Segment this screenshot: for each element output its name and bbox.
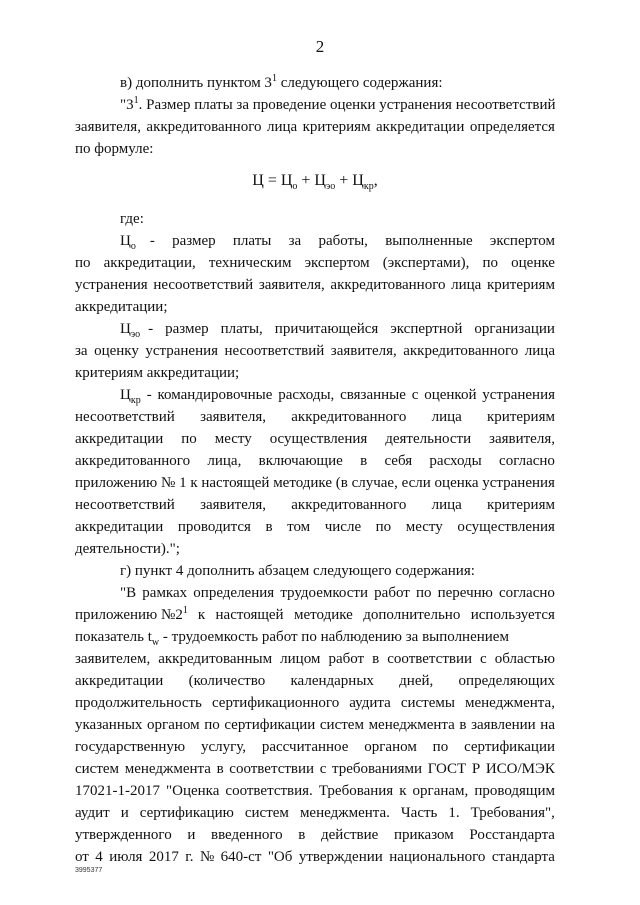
paragraph-line bbox=[75, 384, 555, 406]
document-code: 3995377 bbox=[75, 867, 103, 874]
word: Часть bbox=[400, 805, 438, 821]
word: систем bbox=[75, 761, 120, 777]
word: сертификацию bbox=[139, 805, 234, 821]
word: от bbox=[75, 849, 89, 865]
word: причитающейся bbox=[274, 321, 379, 337]
word: (в bbox=[335, 475, 348, 491]
word: заявителя, bbox=[258, 277, 325, 293]
word: настоящей bbox=[201, 475, 270, 491]
word: по bbox=[375, 519, 392, 535]
word: ГОСТ bbox=[427, 761, 467, 777]
formula-text: + Ц bbox=[297, 172, 326, 189]
paragraph-line bbox=[75, 692, 555, 714]
word: аудит bbox=[75, 805, 110, 821]
word: менеджмента bbox=[368, 717, 455, 733]
word: сертификации bbox=[224, 717, 316, 733]
word: дополнительно bbox=[363, 607, 461, 623]
where-label: где: bbox=[120, 211, 144, 227]
word: за bbox=[75, 343, 88, 359]
word: расходы bbox=[429, 453, 482, 469]
paragraph-line bbox=[75, 736, 555, 758]
word: календарных bbox=[290, 673, 374, 689]
word: критериям bbox=[487, 497, 555, 513]
word: методике bbox=[273, 475, 332, 491]
word: в bbox=[298, 827, 306, 843]
word: - bbox=[146, 387, 152, 403]
subscript: w bbox=[151, 637, 160, 648]
word: согласно bbox=[499, 453, 555, 469]
paragraph-line bbox=[75, 230, 555, 252]
word: менеджмента bbox=[124, 761, 211, 777]
word: № bbox=[199, 849, 215, 865]
paragraph-line bbox=[75, 802, 555, 824]
paragraph-line bbox=[75, 494, 555, 516]
word: устранения bbox=[145, 343, 219, 359]
word: устранения bbox=[482, 387, 555, 403]
word: определения bbox=[193, 585, 275, 601]
word: аудита bbox=[349, 695, 391, 711]
superscript: 1 bbox=[271, 73, 277, 84]
word: критериям bbox=[487, 409, 555, 425]
word: аккредитации bbox=[75, 431, 164, 447]
word: государственную bbox=[75, 739, 186, 755]
paragraph-line bbox=[75, 252, 555, 274]
word: несоответствий bbox=[75, 497, 175, 513]
word: в bbox=[459, 717, 467, 733]
word: лица bbox=[524, 343, 555, 359]
word: услугу, bbox=[200, 739, 246, 755]
word: Требования bbox=[318, 783, 394, 799]
word: (экспертами), bbox=[382, 255, 470, 271]
word: введенного bbox=[210, 827, 283, 843]
text-run: . Размер платы за проведение оценки устранения несоответствий bbox=[138, 97, 556, 113]
word: проводящим bbox=[474, 783, 555, 799]
word: 4 bbox=[95, 849, 103, 865]
word: утверждении bbox=[298, 849, 383, 865]
word: техническим bbox=[208, 255, 292, 271]
symbol bbox=[120, 318, 140, 340]
word: командировочные bbox=[157, 387, 273, 403]
page-number: 2 bbox=[315, 37, 325, 56]
paragraph-line bbox=[75, 406, 555, 428]
paragraph-line bbox=[75, 670, 555, 692]
word: размер bbox=[172, 233, 216, 249]
word: включающие bbox=[258, 453, 343, 469]
paragraph-line bbox=[75, 94, 555, 116]
symbol-letter: Ц bbox=[120, 387, 131, 403]
word: настоящей bbox=[215, 607, 284, 623]
word: аккредитации bbox=[75, 673, 164, 689]
word: действие bbox=[321, 827, 379, 843]
word: работ bbox=[374, 585, 410, 601]
word: № bbox=[161, 475, 176, 491]
formula-text: + Ц bbox=[335, 172, 364, 189]
paragraph-line bbox=[75, 72, 555, 94]
word: платы bbox=[232, 233, 272, 249]
word: национального bbox=[389, 849, 486, 865]
word: 2017 bbox=[148, 849, 179, 865]
paragraph-line bbox=[75, 340, 555, 362]
word: в bbox=[216, 761, 224, 777]
paragraph-line: по формуле: bbox=[75, 141, 154, 157]
word: заявителя, bbox=[200, 409, 267, 425]
word: органом bbox=[364, 739, 417, 755]
word: несоответствий bbox=[153, 277, 254, 293]
word: экспертной bbox=[390, 321, 463, 337]
word: аккредитованного bbox=[146, 119, 262, 135]
word: заявителя, bbox=[489, 431, 555, 447]
word: указанных bbox=[75, 717, 143, 733]
word: экспертом bbox=[304, 255, 370, 271]
word: в bbox=[265, 519, 273, 535]
word: Требования", bbox=[470, 805, 555, 821]
word: заявителем, bbox=[75, 651, 151, 667]
word: - bbox=[148, 321, 154, 337]
formula bbox=[75, 170, 555, 192]
word: г. bbox=[185, 849, 194, 865]
paragraph-line bbox=[75, 824, 555, 846]
word: определяющих bbox=[458, 673, 555, 689]
word: систем bbox=[319, 717, 364, 733]
definition-o bbox=[75, 230, 555, 318]
word: аккредитованного bbox=[330, 277, 446, 293]
word: с bbox=[319, 761, 327, 777]
word: проводится bbox=[177, 519, 251, 535]
word: рамках bbox=[142, 585, 188, 601]
line-rest bbox=[147, 384, 555, 406]
word: устранения bbox=[75, 277, 148, 293]
word: Росстандарта bbox=[469, 827, 555, 843]
line-rest bbox=[150, 230, 555, 252]
paragraph-line bbox=[75, 516, 555, 538]
word: случае, bbox=[351, 475, 398, 491]
word: систем bbox=[244, 805, 289, 821]
word: лица bbox=[266, 119, 298, 135]
word: себя bbox=[384, 453, 413, 469]
paragraph-line bbox=[75, 780, 555, 802]
superscript: 1 bbox=[182, 605, 188, 616]
paragraph-line bbox=[75, 274, 555, 296]
word: областью bbox=[494, 651, 555, 667]
word: соответствия. bbox=[225, 783, 313, 799]
paragraph-line bbox=[75, 582, 555, 604]
word: приложению bbox=[75, 475, 158, 491]
word: лицом bbox=[280, 651, 321, 667]
formula-line bbox=[75, 170, 555, 192]
word: аккредитованного bbox=[291, 409, 407, 425]
paragraph-line bbox=[75, 758, 555, 780]
word: приказом bbox=[393, 827, 454, 843]
word: к bbox=[197, 607, 206, 623]
word: ИСО/МЭК bbox=[485, 761, 555, 777]
word: месту bbox=[214, 431, 252, 447]
text-run: приложению № bbox=[75, 607, 176, 623]
word: выполненные bbox=[385, 233, 473, 249]
word: продолжительность bbox=[75, 695, 202, 711]
word: деятельности bbox=[385, 431, 472, 447]
word: и bbox=[120, 805, 129, 821]
word: критериям bbox=[486, 277, 555, 293]
word: оценке bbox=[511, 255, 555, 271]
word: лица, bbox=[207, 453, 242, 469]
word: 1 bbox=[179, 475, 187, 491]
word: платы, bbox=[220, 321, 263, 337]
word: аккредитованным bbox=[158, 651, 273, 667]
word: заявителя, bbox=[75, 119, 141, 135]
text-run: "3 bbox=[120, 97, 134, 113]
subscript: кр bbox=[130, 395, 141, 406]
where-block bbox=[75, 208, 555, 230]
word: менеджмента. bbox=[299, 805, 390, 821]
definition-eo bbox=[75, 318, 555, 384]
word: если bbox=[401, 475, 431, 491]
subscript: о bbox=[130, 241, 136, 252]
word: аккредитованного bbox=[75, 453, 191, 469]
word: с bbox=[480, 651, 487, 667]
word: и bbox=[187, 827, 196, 843]
word: по bbox=[482, 255, 499, 271]
paragraph-line: аккредитации; bbox=[75, 299, 168, 315]
word: заявителя, bbox=[200, 497, 267, 513]
paragraph-line: деятельности)."; bbox=[75, 541, 180, 557]
word: организации bbox=[474, 321, 555, 337]
section-v bbox=[75, 72, 555, 160]
word: "Об bbox=[267, 849, 293, 865]
word: несоответствий bbox=[224, 343, 325, 359]
word: расходы, bbox=[278, 387, 335, 403]
word: "В bbox=[120, 585, 137, 601]
text-run: следующего содержания: bbox=[276, 75, 443, 91]
word: аккредитованного bbox=[291, 497, 407, 513]
paragraph-line bbox=[75, 318, 555, 340]
footnote-number bbox=[175, 604, 188, 626]
subscript: кр bbox=[363, 181, 374, 193]
word: требованиями bbox=[332, 761, 423, 777]
text-run: - трудоемкость работ по наблюдению за выполнением bbox=[159, 629, 509, 645]
word: размер bbox=[165, 321, 209, 337]
paragraph-line bbox=[75, 604, 555, 626]
section-g bbox=[75, 560, 555, 868]
word: с bbox=[411, 387, 419, 403]
subscript: о bbox=[292, 181, 298, 193]
word: сертификационного bbox=[211, 695, 340, 711]
subscript: эо bbox=[325, 181, 336, 193]
word: дней, bbox=[399, 673, 434, 689]
word: определяется bbox=[469, 119, 555, 135]
word: осуществления bbox=[457, 519, 555, 535]
word: методике bbox=[294, 607, 353, 623]
word: используется bbox=[470, 607, 555, 623]
word: устранения bbox=[482, 475, 555, 491]
definition-kr bbox=[75, 384, 555, 560]
paragraph-line bbox=[75, 846, 555, 868]
word: соответствии bbox=[229, 761, 315, 777]
symbol-letter: Ц bbox=[120, 233, 131, 249]
word: рассчитанное bbox=[261, 739, 349, 755]
word: по bbox=[432, 739, 449, 755]
word: на bbox=[540, 717, 555, 733]
word: (количество bbox=[188, 673, 266, 689]
paragraph-line bbox=[75, 450, 555, 472]
word: экспертом bbox=[489, 233, 555, 249]
word: лица bbox=[431, 497, 462, 513]
word: работы, bbox=[318, 233, 368, 249]
word: аккредитованного bbox=[403, 343, 519, 359]
word: согласно bbox=[499, 585, 555, 601]
text-run: показатель t bbox=[75, 629, 152, 645]
superscript: 1 bbox=[133, 95, 139, 106]
paragraph-line: критериям аккредитации; bbox=[75, 365, 240, 381]
word: органам, bbox=[412, 783, 469, 799]
word: системы bbox=[400, 695, 455, 711]
paragraph-line bbox=[75, 428, 555, 450]
formula-text: Ц = Ц bbox=[252, 172, 293, 189]
word: аккредитации bbox=[75, 519, 164, 535]
line-rest bbox=[148, 318, 555, 340]
paragraph-line bbox=[75, 626, 555, 648]
paragraph-line bbox=[75, 714, 555, 736]
symbol bbox=[120, 384, 141, 406]
word: осуществления bbox=[269, 431, 368, 447]
word: лица bbox=[431, 409, 462, 425]
word: заявителя, bbox=[330, 343, 397, 359]
paragraph-line bbox=[75, 472, 555, 494]
word: 640-ст bbox=[220, 849, 262, 865]
word: оценка bbox=[434, 475, 479, 491]
word: заявлении bbox=[471, 717, 536, 733]
formula-text: , bbox=[373, 172, 378, 189]
word: месту bbox=[405, 519, 443, 535]
number-text: 2 bbox=[175, 607, 183, 623]
word: 1. bbox=[448, 805, 460, 821]
paragraph-line bbox=[75, 648, 555, 670]
word: несоответствий bbox=[75, 409, 175, 425]
word: том bbox=[287, 519, 311, 535]
word: критериям bbox=[302, 119, 371, 135]
word: числе bbox=[324, 519, 362, 535]
word: менеджмента, bbox=[465, 695, 555, 711]
word: оценку bbox=[94, 343, 139, 359]
word: к bbox=[399, 783, 407, 799]
word: по bbox=[204, 717, 220, 733]
word: по bbox=[75, 255, 91, 271]
word: лица bbox=[451, 277, 482, 293]
paragraph-line bbox=[75, 116, 555, 138]
word: в bbox=[360, 453, 368, 469]
word: соответствии bbox=[387, 651, 473, 667]
word: июля bbox=[109, 849, 143, 865]
word: связанные bbox=[340, 387, 406, 403]
word: аккредитации, bbox=[103, 255, 196, 271]
line-rest bbox=[198, 604, 555, 626]
word: "Оценка bbox=[166, 783, 220, 799]
word: Р bbox=[471, 761, 481, 777]
symbol-letter: Ц bbox=[120, 321, 131, 337]
symbol bbox=[120, 230, 136, 252]
word: сертификации bbox=[464, 739, 555, 755]
word: утвержденного bbox=[75, 827, 172, 843]
word: стандарта bbox=[491, 849, 555, 865]
word: за bbox=[288, 233, 302, 249]
word: по bbox=[415, 585, 432, 601]
word: в bbox=[372, 651, 380, 667]
word: перечню bbox=[437, 585, 493, 601]
word: оценкой bbox=[424, 387, 477, 403]
paragraph-line: г) пункт 4 дополнить абзацем следующего содержания: bbox=[120, 563, 475, 579]
word: по bbox=[181, 431, 197, 447]
word: работ bbox=[328, 651, 365, 667]
word: 17021-1-2017 bbox=[75, 783, 160, 799]
word: трудоемкости bbox=[280, 585, 369, 601]
text-run: в) дополнить пунктом 3 bbox=[120, 75, 272, 91]
word: органом bbox=[147, 717, 200, 733]
word: аккредитации bbox=[376, 119, 465, 135]
subscript: эо bbox=[130, 329, 141, 340]
word: к bbox=[190, 475, 198, 491]
word: - bbox=[149, 233, 155, 249]
